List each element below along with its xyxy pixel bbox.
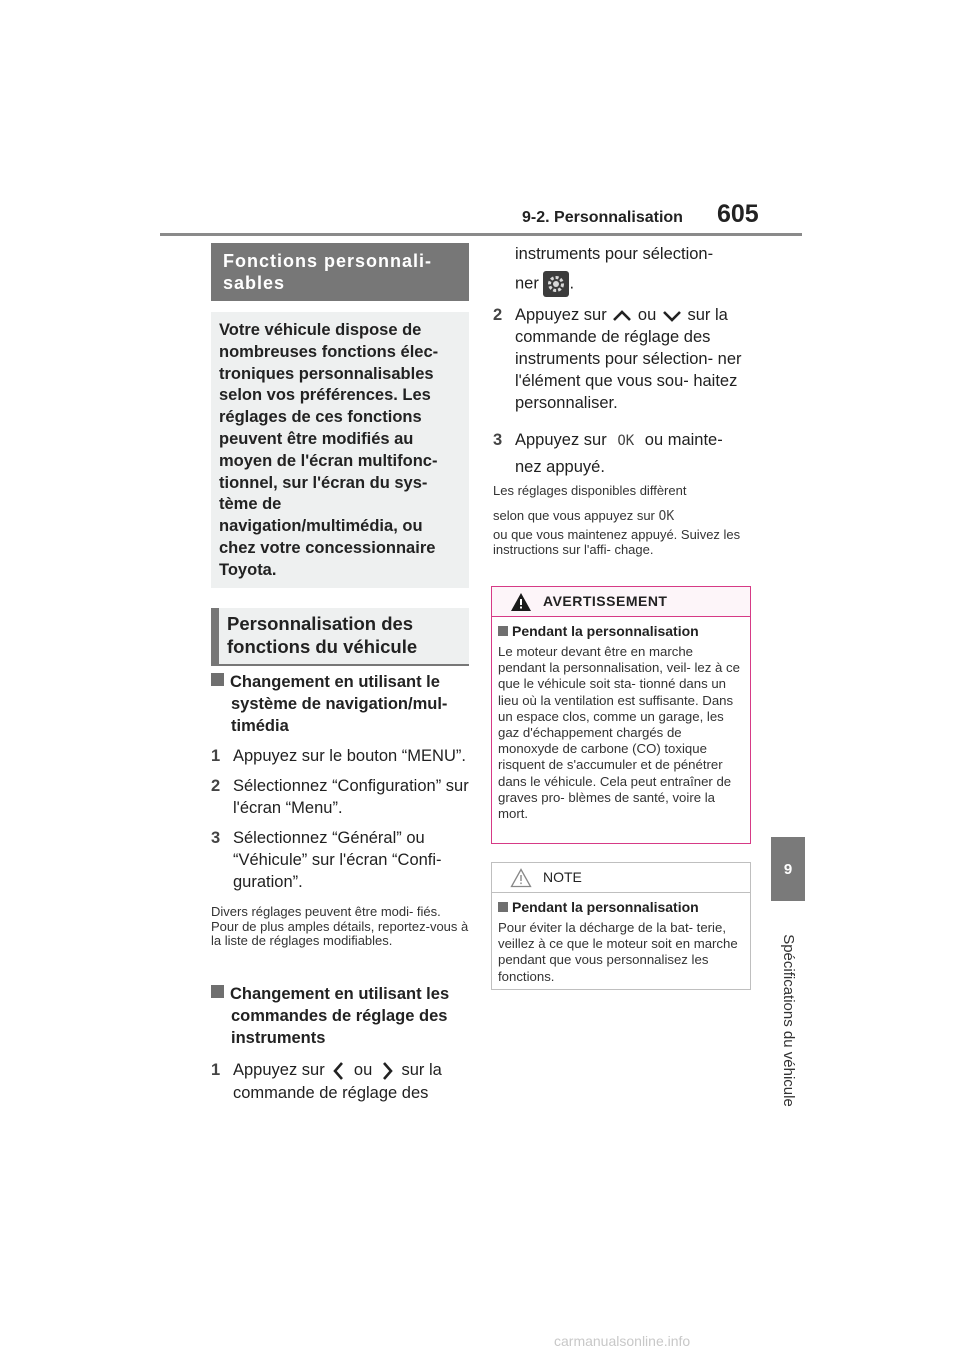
watermark: carmanualsonline.info bbox=[554, 1333, 691, 1349]
availability-note: Les réglages disponibles diffèrent selon que vous appuyez sur OK ou que vous maintenez appuyé. Suivez les instructions sur l'affi- chage. bbox=[493, 483, 741, 557]
note-bullet: Pendant la personnalisation bbox=[498, 899, 744, 916]
warning-header bbox=[492, 587, 750, 617]
caution-outline-icon bbox=[510, 868, 532, 888]
chapter-label bbox=[771, 900, 805, 1140]
square-bullet-icon bbox=[211, 673, 224, 686]
gear-settings-icon bbox=[543, 271, 569, 297]
warning-text: Le moteur devant être en marche pendant la personnalisation, veil- lez à ce que le véhicule soit sta- tionné dans un lieu où la ventilation est suffisante. Dans un espace clos, comme un garage, les gaz d'échappement chargés de monoxyde de carbone (CO) toxique risquent de s'accumuler et de pénétrer dans le véhicule. Cela peut entraîner de graves pro- blèmes de santé, voire la mort. bbox=[498, 644, 740, 822]
square-bullet-icon bbox=[498, 902, 508, 912]
step3-text: nez appuyé. bbox=[515, 458, 605, 476]
chevron-left-icon bbox=[329, 1060, 349, 1082]
ok-button-icon: OK bbox=[658, 508, 675, 524]
intro-box: Votre véhicule dispose de nombreuses fonctions élec- troniques personnalisables selon vos préférences. Les réglages de ces fonctions peuvent être modifiés au moyen de l'écran multifonc- tionnel, sur l'écran du sys- tème de navigation/multimédia, ou chez votre concessionnaire Toyota. bbox=[211, 312, 469, 588]
block-instruments-heading: Changement en utilisant les commandes de réglage des instruments bbox=[211, 983, 469, 1049]
section-header: 9-2. Personnalisation bbox=[522, 209, 683, 226]
chapter-label-text: Spécifications du véhicule bbox=[779, 933, 797, 1107]
block-navigation-heading: Changement en utilisant le système de navigation/mul- timédia bbox=[211, 671, 469, 737]
warning-triangle-icon bbox=[510, 592, 532, 612]
step-item: 1 Appuyez sur le bouton “MENU”. bbox=[211, 747, 466, 765]
page-number: 605 bbox=[717, 200, 759, 228]
header-rule bbox=[160, 233, 802, 236]
square-bullet-icon bbox=[211, 985, 224, 998]
warning-bullet: Pendant la personnalisation bbox=[498, 623, 744, 640]
square-bullet-icon bbox=[498, 626, 508, 636]
block-instruments bbox=[211, 983, 469, 1104]
chevron-up-icon bbox=[611, 307, 633, 325]
note-label: NOTE bbox=[543, 869, 582, 885]
step-item: 1 Appuyez sur ou sur la commande de réglage des bbox=[211, 1061, 442, 1102]
chapter-tab: 9 bbox=[771, 837, 805, 901]
step-item: 2 Sélectionnez “Configuration” sur l'écran “Menu”. bbox=[211, 777, 469, 817]
note-box bbox=[491, 862, 751, 990]
section-title: Fonctions personnali- sables bbox=[211, 243, 469, 301]
step-item: 3 Appuyez sur OK ou mainte- nez appuyé. bbox=[493, 429, 755, 478]
warning-box bbox=[491, 586, 751, 844]
subsection-title: Personnalisation des fonctions du véhicule bbox=[211, 608, 469, 666]
step1-continuation bbox=[515, 243, 755, 297]
chevron-right-icon bbox=[377, 1060, 397, 1082]
block-navigation-note: Divers réglages peuvent être modi- fiés. Pour de plus amples détails, reportez-vous à la liste de réglages modifiables. bbox=[211, 904, 469, 948]
note-text: Pour éviter la décharge de la bat- terie, veillez à ce que le moteur soit en marche pendant que vous personnalisez les fonctions. bbox=[498, 920, 738, 984]
step-item: 3 Sélectionnez “Général” ou “Véhicule” sur l'écran “Confi- guration”. bbox=[211, 829, 442, 891]
warning-label: AVERTISSEMENT bbox=[543, 593, 668, 609]
block-navigation bbox=[211, 671, 469, 949]
step2-text: commande de réglage des instruments pour sélection- ner l'élément que vous sou- haitez personnaliser. bbox=[515, 328, 742, 412]
note-header bbox=[492, 863, 750, 893]
chevron-down-icon bbox=[661, 307, 683, 325]
ok-button-icon: OK bbox=[617, 433, 635, 449]
step-item: 2 Appuyez sur ou sur la commande de réglage des instruments pour sélection- ner l'élément que vous sou- haitez personnaliser. bbox=[493, 304, 755, 414]
continuation-line: ner . bbox=[515, 271, 755, 297]
continuation-line: instruments pour sélection- bbox=[515, 245, 714, 263]
